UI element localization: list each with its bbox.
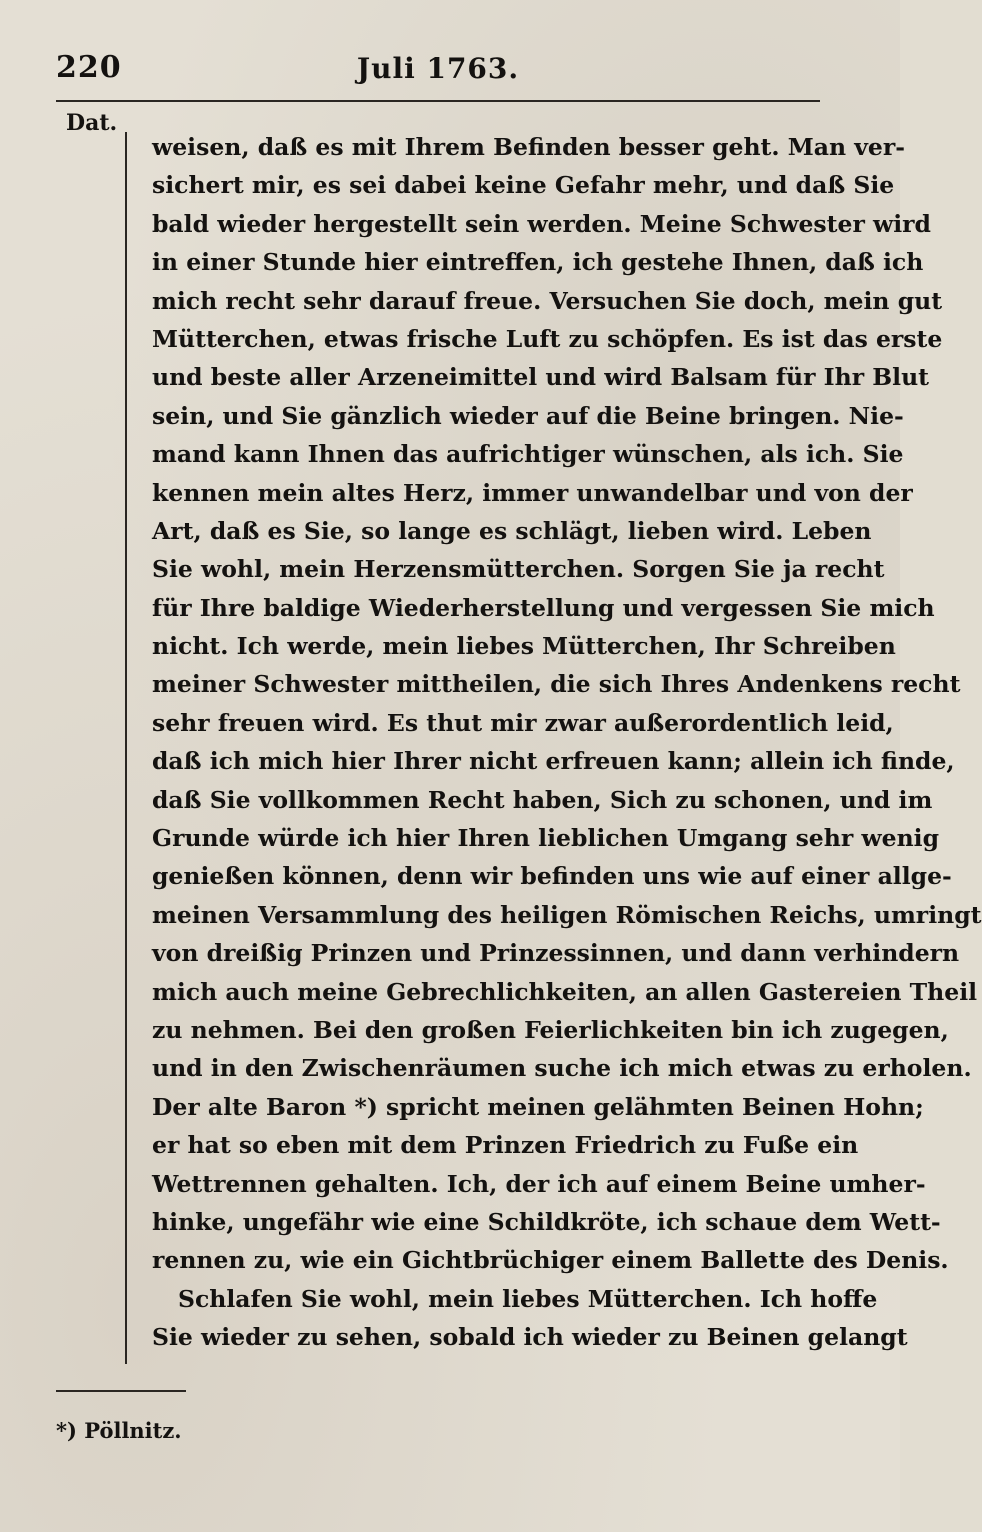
text-line: bald wieder hergestellt sein werden. Meine Schwester wird bbox=[152, 209, 931, 238]
text-line: meiner Schwester mittheilen, die sich Ihres Andenkens recht bbox=[152, 670, 961, 699]
text-line: von dreißig Prinzen und Prinzessinnen, und dann verhindern bbox=[152, 939, 960, 968]
text-line: Art, daß es Sie, so lange es schlägt, lieben wird. Leben bbox=[152, 516, 872, 545]
text-line: in einer Stunde hier eintreffen, ich gestehe Ihnen, daß ich bbox=[152, 248, 924, 277]
text-line: Wettrennen gehalten. Ich, der ich auf einem Beine umher- bbox=[152, 1169, 926, 1198]
page-header bbox=[56, 50, 820, 94]
text-line: er hat so eben mit dem Prinzen Friedrich zu Fuße ein bbox=[152, 1131, 859, 1160]
text-line: Der alte Baron *) spricht meinen gelähmten Beinen Hohn; bbox=[152, 1092, 924, 1121]
text-line: daß ich mich hier Ihrer nicht erfreuen kann; allein ich finde, bbox=[152, 747, 955, 776]
text-line: für Ihre baldige Wiederherstellung und vergessen Sie mich bbox=[152, 593, 935, 622]
text-line: Grunde würde ich hier Ihren lieblichen Umgang sehr wenig bbox=[152, 824, 940, 853]
text-line: Sie wieder zu sehen, sobald ich wieder zu Beinen gelangt bbox=[152, 1323, 908, 1352]
text-line: weisen, daß es mit Ihrem Befinden besser geht. Man ver- bbox=[152, 133, 906, 161]
footnote-rule bbox=[56, 1390, 186, 1392]
text-line: kennen mein altes Herz, immer unwandelbar und von der bbox=[152, 478, 913, 507]
running-head: Juli 1763. bbox=[356, 52, 520, 85]
text-line: und beste aller Arzeneimittel und wird Balsam für Ihr Blut bbox=[152, 363, 930, 392]
footnote: *) Pöllnitz. bbox=[56, 1418, 182, 1443]
text-line: Schlafen Sie wohl, mein liebes Mütterchen. Ich hoffe bbox=[178, 1284, 878, 1313]
text-line: nicht. Ich werde, mein liebes Mütterchen, Ihr Schreiben bbox=[152, 632, 896, 661]
text-line: daß Sie vollkommen Recht haben, Sich zu schonen, und im bbox=[152, 785, 933, 814]
header-rule bbox=[56, 100, 820, 102]
page-number: 220 bbox=[56, 50, 122, 85]
text-line: mich auch meine Gebrechlichkeiten, an allen Gastereien Theil bbox=[152, 977, 978, 1006]
text-line: hinke, ungefähr wie eine Schildkröte, ich schaue dem Wett- bbox=[152, 1207, 941, 1236]
margin-label: Dat. bbox=[66, 110, 118, 136]
text-line: Mütterchen, etwas frische Luft zu schöpfen. Es ist das erste bbox=[152, 324, 943, 353]
text-line: sehr freuen wird. Es thut mir zwar außerordentlich leid, bbox=[152, 708, 894, 737]
text-line: zu nehmen. Bei den großen Feierlichkeiten bin ich zugegen, bbox=[152, 1015, 949, 1044]
text-line: sichert mir, es sei dabei keine Gefahr mehr, und daß Sie bbox=[152, 171, 895, 200]
text-line: sein, und Sie gänzlich wieder auf die Beine bringen. Nie- bbox=[152, 401, 904, 430]
text-line: meinen Versammlung des heiligen Römischen Reichs, umringt bbox=[152, 900, 982, 929]
text-line: genießen können, denn wir befinden uns wie auf einer allge- bbox=[152, 862, 952, 891]
text-line: mand kann Ihnen das aufrichtiger wünschen, als ich. Sie bbox=[152, 440, 904, 469]
body-text bbox=[152, 128, 982, 1368]
text-line: mich recht sehr darauf freue. Versuchen Sie doch, mein gut bbox=[152, 286, 943, 315]
margin-column-rule bbox=[125, 132, 127, 1364]
text-line: Sie wohl, mein Herzensmütterchen. Sorgen Sie ja recht bbox=[152, 555, 885, 584]
text-line: rennen zu, wie ein Gichtbrüchiger einem Ballette des Denis. bbox=[152, 1246, 949, 1275]
text-line: und in den Zwischenräumen suche ich mich etwas zu erholen. bbox=[152, 1054, 972, 1083]
